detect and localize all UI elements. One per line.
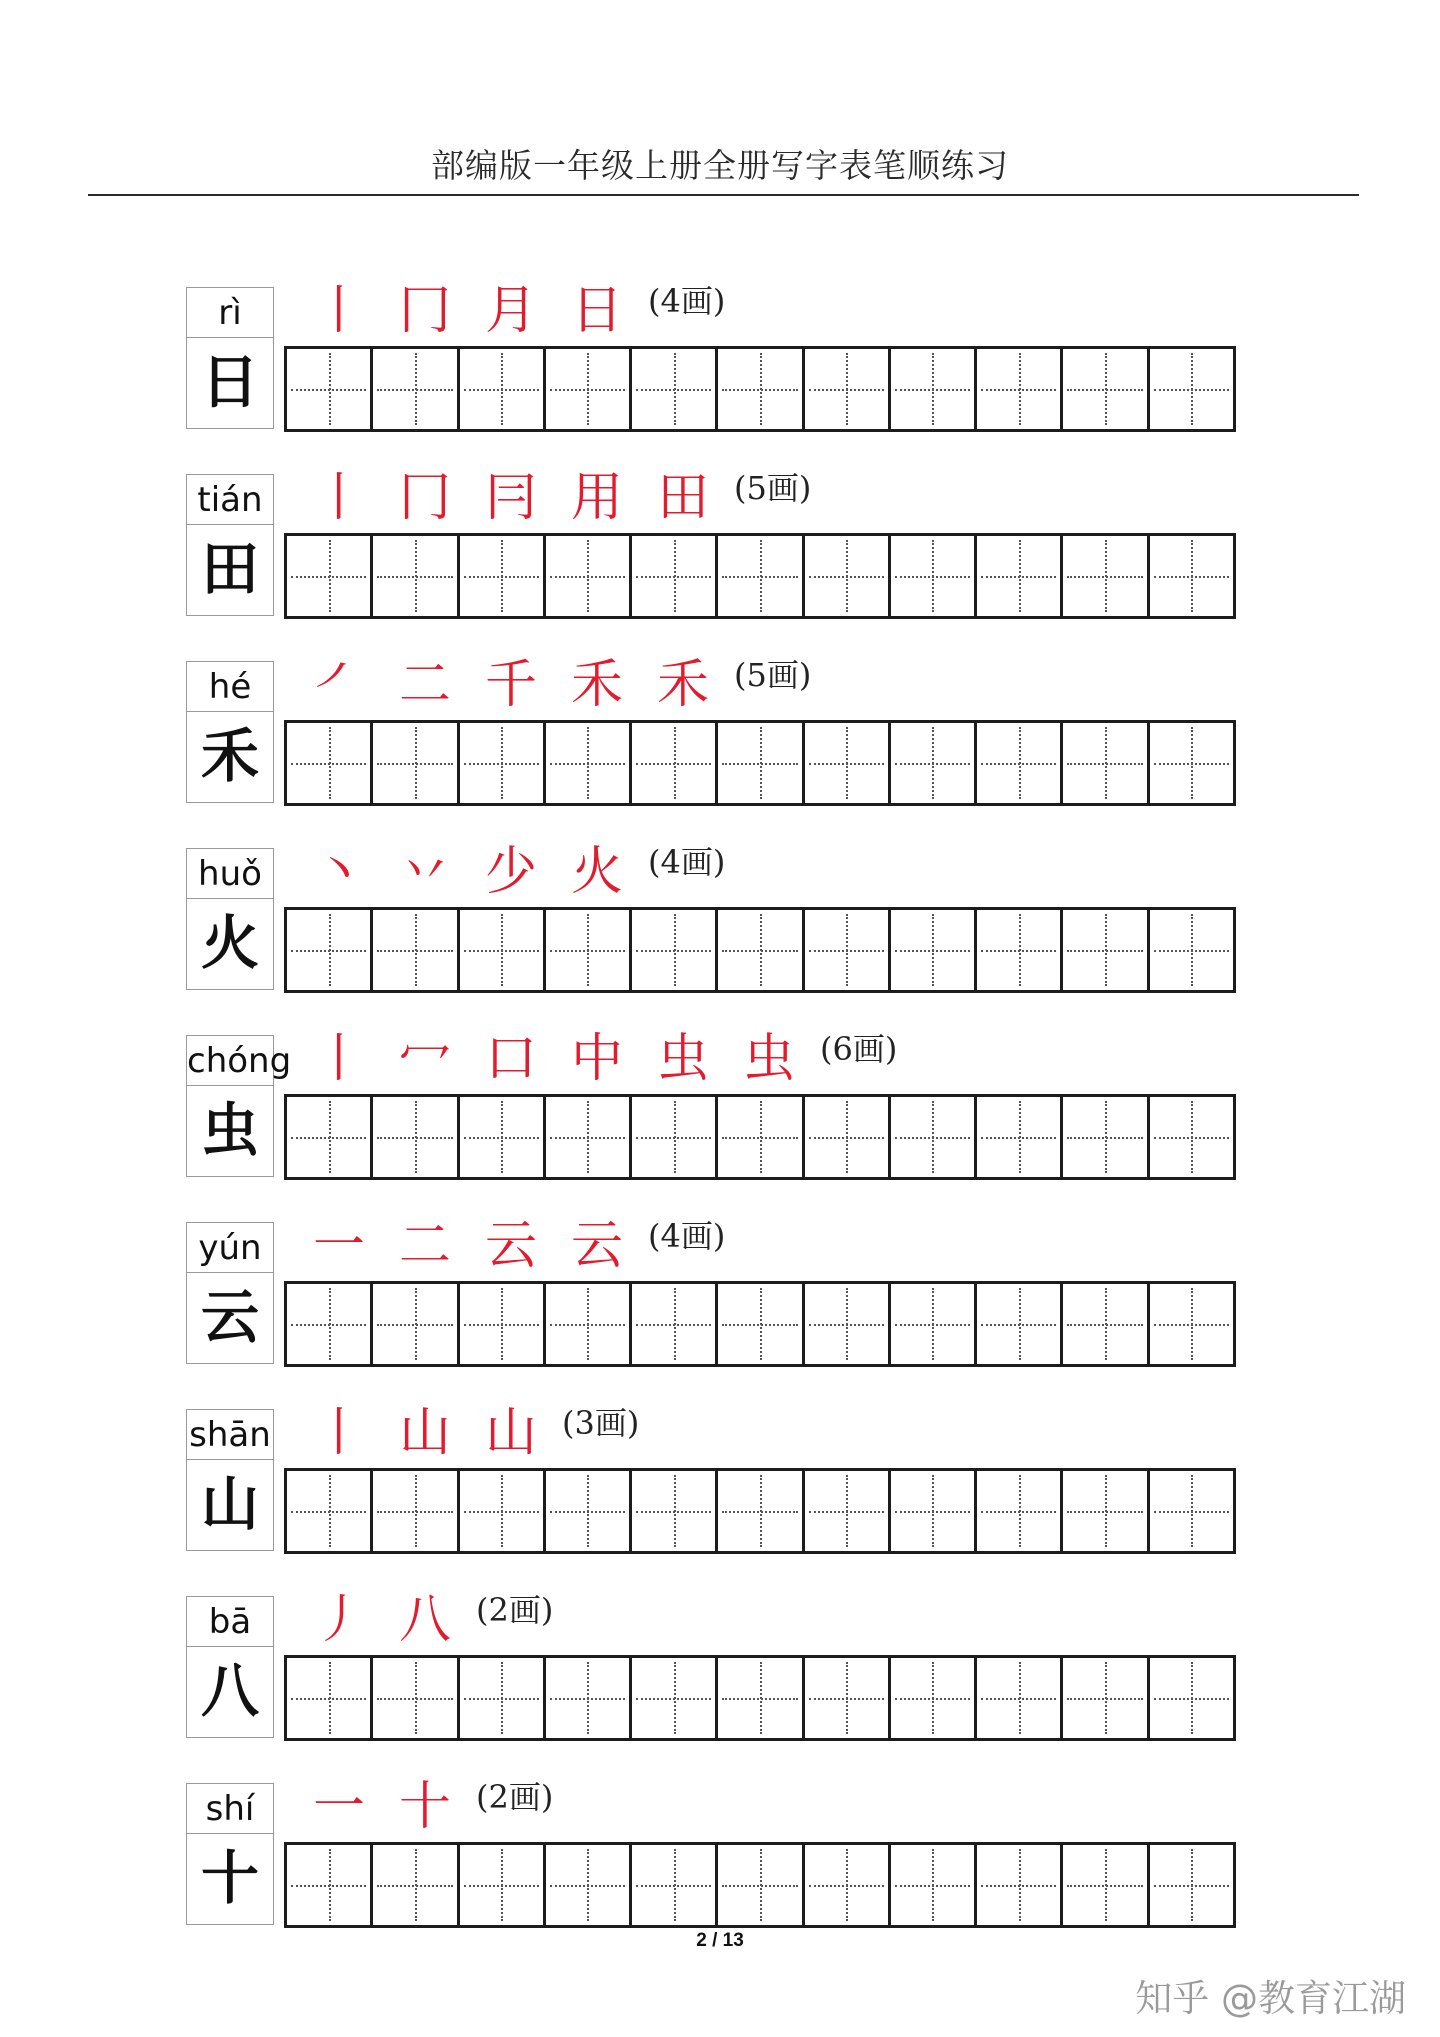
writing-cell (373, 723, 459, 803)
writing-cell (460, 349, 546, 429)
writing-cell (373, 1097, 459, 1177)
stroke-step: 丨 (312, 281, 365, 341)
writing-cell (460, 1845, 546, 1925)
character-row-content (186, 1401, 1236, 1588)
header-divider (88, 194, 1359, 196)
writing-cell (632, 1845, 718, 1925)
stroke-order-sequence (296, 1216, 725, 1280)
stroke-step: 口 (484, 1029, 537, 1089)
writing-cell (891, 536, 977, 616)
writing-cell (373, 536, 459, 616)
pinyin-box (186, 661, 274, 711)
writing-cell (718, 1658, 804, 1738)
writing-cell (891, 1097, 977, 1177)
stroke-count-label: (5画) (734, 656, 812, 694)
writing-cell (891, 910, 977, 990)
pinyin-label: shí (187, 1788, 273, 1830)
writing-cell (1063, 1658, 1149, 1738)
page-number: 2 / 13 (696, 1930, 744, 1951)
writing-cell (1150, 1097, 1233, 1177)
writing-cell (891, 723, 977, 803)
character-row-content (186, 1027, 1236, 1214)
writing-grid (284, 533, 1236, 619)
stroke-step: 十 (398, 1777, 451, 1837)
writing-cell (632, 1471, 718, 1551)
writing-cell (632, 1097, 718, 1177)
writing-cell (718, 910, 804, 990)
character-box (186, 1459, 274, 1551)
writing-cell (977, 349, 1063, 429)
character-row-content (186, 840, 1236, 1027)
pinyin-label: huǒ (187, 853, 273, 895)
page-header-title: 部编版一年级上册全册写字表笔顺练习 (431, 146, 1009, 185)
writing-cell (287, 1284, 373, 1364)
writing-cell (632, 910, 718, 990)
writing-cell (373, 349, 459, 429)
writing-cell (891, 1658, 977, 1738)
writing-cell (977, 1845, 1063, 1925)
character-box (186, 1085, 274, 1177)
writing-cell (1063, 910, 1149, 990)
pinyin-label: hé (187, 666, 273, 708)
writing-cell (718, 1471, 804, 1551)
writing-cell (632, 349, 718, 429)
writing-cell (718, 723, 804, 803)
writing-cell (718, 1097, 804, 1177)
stroke-step: 少 (484, 842, 537, 902)
stroke-count-label: (2画) (476, 1778, 554, 1816)
pinyin-box (186, 848, 274, 898)
stroke-step: 日 (570, 281, 623, 341)
writing-cell (546, 1658, 632, 1738)
writing-cell (1063, 1471, 1149, 1551)
character-row (0, 1588, 1440, 1775)
pinyin-label: yún (187, 1227, 273, 1269)
stroke-step: 田 (656, 468, 709, 528)
writing-grid (284, 346, 1236, 432)
character-label: 田 (200, 535, 259, 603)
writing-cell (460, 1284, 546, 1364)
writing-cell (718, 1284, 804, 1364)
writing-cell (460, 1658, 546, 1738)
writing-cell (1063, 1284, 1149, 1364)
writing-cell (373, 1284, 459, 1364)
stroke-step: 丿 (312, 1590, 365, 1650)
writing-cell (1150, 1471, 1233, 1551)
pinyin-label: shān (187, 1414, 273, 1456)
pinyin-box (186, 287, 274, 337)
pinyin-box (186, 474, 274, 524)
writing-cell (460, 1471, 546, 1551)
writing-grid (284, 1281, 1236, 1367)
character-row (0, 1401, 1440, 1588)
pinyin-box (186, 1222, 274, 1272)
stroke-count-label: (4画) (648, 1217, 726, 1255)
writing-cell (891, 1845, 977, 1925)
character-row (0, 279, 1440, 466)
stroke-step: 冂 (398, 468, 451, 528)
character-box (186, 711, 274, 803)
writing-grid (284, 907, 1236, 993)
writing-cell (718, 536, 804, 616)
stroke-count-label: (3画) (562, 1404, 640, 1442)
writing-cell (373, 1845, 459, 1925)
pinyin-label: bā (187, 1601, 273, 1643)
character-row (0, 1027, 1440, 1214)
character-row (0, 840, 1440, 1027)
character-row (0, 653, 1440, 840)
pinyin-label: tián (187, 479, 273, 521)
stroke-order-sequence (296, 1403, 639, 1467)
character-label: 山 (200, 1470, 259, 1538)
writing-cell (460, 536, 546, 616)
writing-cell (805, 1471, 891, 1551)
stroke-order-sequence (296, 1777, 553, 1841)
character-row-content (186, 1588, 1236, 1775)
writing-cell (546, 1471, 632, 1551)
character-box (186, 524, 274, 616)
character-label: 日 (200, 348, 259, 416)
writing-cell (287, 1658, 373, 1738)
writing-cell (805, 723, 891, 803)
writing-cell (373, 1471, 459, 1551)
stroke-step: 禾 (656, 655, 709, 715)
writing-cell (805, 536, 891, 616)
writing-cell (1063, 723, 1149, 803)
writing-cell (546, 349, 632, 429)
stroke-step: 千 (484, 655, 537, 715)
stroke-count-label: (4画) (648, 282, 726, 320)
writing-cell (287, 1845, 373, 1925)
writing-cell (287, 349, 373, 429)
stroke-step: 用 (570, 468, 623, 528)
writing-cell (460, 723, 546, 803)
writing-cell (805, 1845, 891, 1925)
writing-cell (891, 349, 977, 429)
writing-cell (891, 1471, 977, 1551)
writing-cell (460, 1097, 546, 1177)
writing-cell (1063, 1097, 1149, 1177)
writing-grid (284, 1655, 1236, 1741)
stroke-step: 丨 (312, 1403, 365, 1463)
writing-cell (546, 723, 632, 803)
stroke-step: 二 (398, 1216, 451, 1276)
writing-cell (546, 1097, 632, 1177)
stroke-step: 云 (570, 1216, 623, 1276)
writing-cell (373, 910, 459, 990)
character-label: 禾 (200, 722, 259, 790)
writing-cell (1063, 536, 1149, 616)
writing-cell (546, 536, 632, 616)
writing-cell (287, 1471, 373, 1551)
writing-cell (1150, 349, 1233, 429)
pinyin-label: rì (187, 292, 273, 334)
character-label: 火 (200, 909, 259, 977)
character-box (186, 337, 274, 429)
writing-cell (1150, 1845, 1233, 1925)
writing-cell (977, 1658, 1063, 1738)
writing-cell (977, 1284, 1063, 1364)
stroke-step: 八 (398, 1590, 451, 1650)
character-row-content (186, 653, 1236, 840)
writing-cell (1150, 1284, 1233, 1364)
character-row-content (186, 1214, 1236, 1401)
writing-cell (1063, 1845, 1149, 1925)
watermark: 知乎 @教育江湖 (1135, 1977, 1406, 2020)
stroke-step: 二 (398, 655, 451, 715)
pinyin-box (186, 1596, 274, 1646)
stroke-order-sequence (296, 842, 725, 906)
writing-grid (284, 720, 1236, 806)
writing-cell (287, 536, 373, 616)
stroke-step: 冂 (398, 281, 451, 341)
character-box (186, 1833, 274, 1925)
writing-cell (977, 723, 1063, 803)
pinyin-box (186, 1783, 274, 1833)
writing-cell (632, 1658, 718, 1738)
writing-cell (977, 1097, 1063, 1177)
stroke-step: 丨 (312, 1029, 365, 1089)
writing-cell (287, 1097, 373, 1177)
stroke-step: 冃 (484, 468, 537, 528)
pinyin-box (186, 1409, 274, 1459)
writing-cell (718, 1845, 804, 1925)
character-label: 十 (200, 1844, 259, 1912)
writing-cell (546, 1284, 632, 1364)
stroke-step: 一 (312, 1216, 365, 1276)
writing-cell (977, 910, 1063, 990)
stroke-step: 丶 (312, 842, 365, 902)
stroke-step: 丨 (312, 468, 365, 528)
stroke-order-sequence (296, 281, 725, 345)
stroke-step: 虫 (656, 1029, 709, 1089)
writing-cell (632, 536, 718, 616)
stroke-step: 火 (570, 842, 623, 902)
stroke-count-label: (6画) (820, 1030, 898, 1068)
writing-cell (287, 723, 373, 803)
stroke-step: 山 (484, 1403, 537, 1463)
writing-cell (287, 910, 373, 990)
character-label: 八 (200, 1657, 259, 1725)
writing-cell (1063, 349, 1149, 429)
writing-cell (891, 1284, 977, 1364)
writing-cell (977, 1471, 1063, 1551)
character-box (186, 1646, 274, 1738)
writing-cell (1150, 723, 1233, 803)
character-row-content (186, 466, 1236, 653)
writing-cell (1150, 536, 1233, 616)
stroke-count-label: (4画) (648, 843, 726, 881)
stroke-step: 中 (570, 1029, 623, 1089)
character-label: 虫 (200, 1096, 259, 1164)
pinyin-box (186, 1035, 292, 1085)
writing-cell (805, 1097, 891, 1177)
stroke-order-sequence (296, 1029, 897, 1093)
writing-grid (284, 1094, 1236, 1180)
writing-cell (546, 910, 632, 990)
practice-rows (0, 279, 1440, 1962)
stroke-count-label: (2画) (476, 1591, 554, 1629)
writing-cell (718, 349, 804, 429)
writing-cell (546, 1845, 632, 1925)
writing-cell (805, 1284, 891, 1364)
writing-cell (1150, 1658, 1233, 1738)
stroke-step: 一 (312, 1777, 365, 1837)
stroke-step: 山 (398, 1403, 451, 1463)
stroke-order-sequence (296, 468, 811, 532)
character-row (0, 466, 1440, 653)
pinyin-label: chóng (187, 1041, 292, 1081)
writing-cell (632, 723, 718, 803)
writing-grid (284, 1842, 1236, 1928)
stroke-order-sequence (296, 655, 811, 719)
stroke-step: 月 (484, 281, 537, 341)
stroke-step: 丷 (398, 842, 451, 902)
stroke-step: 云 (484, 1216, 537, 1276)
writing-cell (805, 349, 891, 429)
writing-cell (1150, 910, 1233, 990)
stroke-step: 冖 (398, 1029, 451, 1089)
stroke-order-sequence (296, 1590, 553, 1654)
character-box (186, 898, 274, 990)
writing-cell (373, 1658, 459, 1738)
writing-grid (284, 1468, 1236, 1554)
stroke-step: 禾 (570, 655, 623, 715)
character-row-content (186, 279, 1236, 466)
writing-cell (805, 910, 891, 990)
writing-cell (632, 1284, 718, 1364)
character-row (0, 1214, 1440, 1401)
stroke-step: ㇒ (312, 655, 365, 715)
writing-cell (805, 1658, 891, 1738)
writing-cell (977, 536, 1063, 616)
writing-cell (460, 910, 546, 990)
stroke-count-label: (5画) (734, 469, 812, 507)
character-label: 云 (200, 1283, 259, 1351)
character-box (186, 1272, 274, 1364)
stroke-step: 虫 (742, 1029, 795, 1089)
